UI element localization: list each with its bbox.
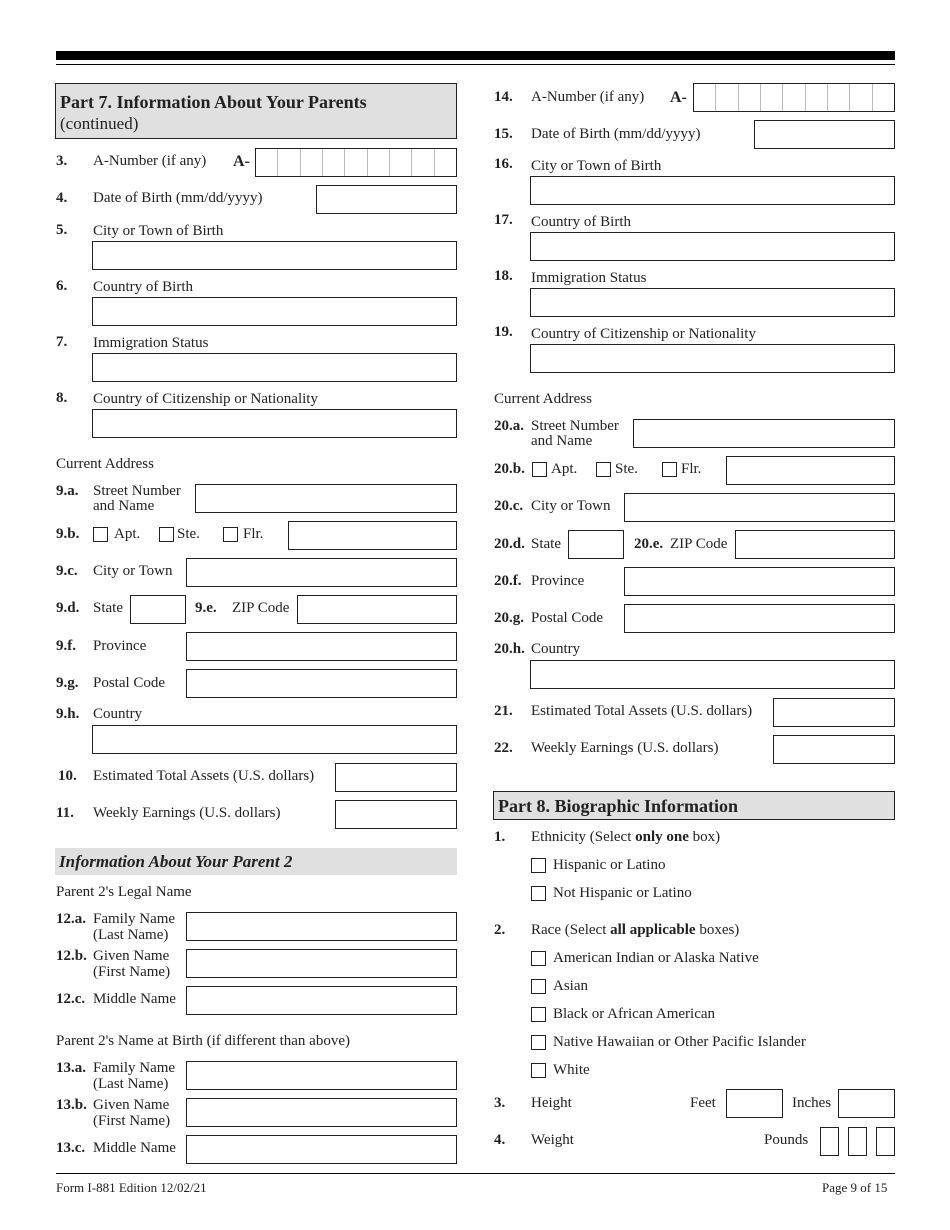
race-white-checkbox[interactable] bbox=[531, 1063, 546, 1078]
q21-assets-input[interactable] bbox=[773, 698, 895, 727]
q10-number: 10. bbox=[58, 768, 77, 784]
q13a-number: 13.a. bbox=[56, 1060, 86, 1076]
q12b-label-line1: Given Name bbox=[93, 948, 170, 964]
q10-assets-input[interactable] bbox=[335, 763, 457, 792]
q9b-apt-checkbox[interactable] bbox=[93, 527, 108, 542]
q9g-number: 9.g. bbox=[56, 675, 79, 691]
q13b-label-line2: (First Name) bbox=[93, 1113, 171, 1129]
q9h-label: Country bbox=[93, 706, 143, 722]
q11-label: Weekly Earnings (U.S. dollars) bbox=[93, 805, 281, 821]
race-black-label: Black or African American bbox=[553, 1006, 716, 1022]
race-black-checkbox[interactable] bbox=[531, 1007, 546, 1022]
q12a-number: 12.a. bbox=[56, 911, 86, 927]
q19-citizenship-input[interactable] bbox=[530, 344, 895, 373]
p8-q3-label: Height bbox=[531, 1095, 572, 1111]
q20g-postal-input[interactable] bbox=[624, 604, 895, 633]
q5-city-birth-input[interactable] bbox=[92, 241, 457, 270]
height-feet-label: Feet bbox=[690, 1095, 716, 1111]
q20b-ste-checkbox[interactable] bbox=[596, 462, 611, 477]
weight-pounds-label: Pounds bbox=[764, 1132, 809, 1148]
q9a-label-line1: Street Number bbox=[93, 483, 181, 499]
q10-label: Estimated Total Assets (U.S. dollars) bbox=[93, 768, 315, 784]
q15-dob-input[interactable] bbox=[754, 120, 895, 149]
race-pacific-islander-label: Native Hawaiian or Other Pacific Islander bbox=[553, 1034, 806, 1050]
weight-digit1-input[interactable] bbox=[820, 1127, 839, 1156]
weight-digit3-input[interactable] bbox=[876, 1127, 895, 1156]
part8-header bbox=[493, 791, 895, 820]
birth-name-heading: Parent 2's Name at Birth (if different than above) bbox=[56, 1033, 350, 1049]
q6-label: Country of Birth bbox=[93, 279, 193, 295]
q9g-label: Postal Code bbox=[93, 675, 166, 691]
height-inches-label: Inches bbox=[792, 1095, 832, 1111]
p8-q3-number: 3. bbox=[494, 1095, 506, 1111]
race-asian-label: Asian bbox=[553, 978, 588, 994]
q12c-label: Middle Name bbox=[93, 991, 176, 1007]
q8-citizenship-input[interactable] bbox=[92, 409, 457, 438]
q13c-label: Middle Name bbox=[93, 1140, 176, 1156]
q9e-number: 9.e. bbox=[195, 600, 217, 616]
bottom-rule bbox=[56, 1173, 895, 1174]
weight-digit2-input[interactable] bbox=[848, 1127, 867, 1156]
q14-label: A-Number (if any) bbox=[531, 89, 645, 105]
p8-q2-label: Race (Select all applicable boxes) bbox=[531, 922, 740, 938]
q9d-label: State bbox=[93, 600, 123, 616]
q4-label: Date of Birth (mm/dd/yyyy) bbox=[93, 190, 263, 206]
q20b-apt-checkbox[interactable] bbox=[532, 462, 547, 477]
p8-q4-label: Weight bbox=[531, 1132, 574, 1148]
q20d-number: 20.d. bbox=[494, 536, 525, 552]
q20c-number: 20.c. bbox=[494, 498, 524, 514]
q3-prefix: A- bbox=[233, 153, 250, 170]
q13b-given-name-input[interactable] bbox=[186, 1098, 457, 1127]
q14-prefix: A- bbox=[670, 89, 687, 106]
q20d-label: State bbox=[531, 536, 561, 552]
q20a-number: 20.a. bbox=[494, 418, 524, 434]
q3-a-number-input[interactable] bbox=[255, 148, 457, 177]
q13c-middle-name-input[interactable] bbox=[186, 1135, 457, 1164]
q20c-city-input[interactable] bbox=[624, 493, 895, 522]
q13b-label-line1: Given Name bbox=[93, 1097, 170, 1113]
part8-title: Part 8. Biographic Information bbox=[498, 796, 738, 816]
q9b-flr-checkbox[interactable] bbox=[223, 527, 238, 542]
footer-form-edition: Form I-881 Edition 12/02/21 bbox=[56, 1180, 207, 1195]
q20f-province-input[interactable] bbox=[624, 567, 895, 596]
q9e-label: ZIP Code bbox=[232, 600, 290, 616]
q9f-province-input[interactable] bbox=[186, 632, 457, 661]
q4-number: 4. bbox=[56, 190, 68, 206]
q12b-label-line2: (First Name) bbox=[93, 964, 171, 980]
q3-label: A-Number (if any) bbox=[93, 153, 207, 169]
q22-label: Weekly Earnings (U.S. dollars) bbox=[531, 740, 719, 756]
ethnicity-hispanic-checkbox[interactable] bbox=[531, 858, 546, 873]
q12c-middle-name-input[interactable] bbox=[186, 986, 457, 1015]
q20d-state-input[interactable] bbox=[568, 530, 624, 559]
height-inches-input[interactable] bbox=[838, 1089, 895, 1118]
q14-a-number-input[interactable] bbox=[693, 83, 895, 112]
ethnicity-hispanic-label: Hispanic or Latino bbox=[553, 857, 666, 873]
current-address2-heading: Current Address bbox=[494, 391, 592, 407]
q13b-number: 13.b. bbox=[56, 1097, 87, 1113]
height-feet-input[interactable] bbox=[726, 1089, 783, 1118]
q9c-number: 9.c. bbox=[56, 563, 78, 579]
q11-number: 11. bbox=[56, 805, 74, 821]
q20g-number: 20.g. bbox=[494, 610, 524, 626]
q20e-number: 20.e. bbox=[634, 536, 664, 552]
q9g-postal-input[interactable] bbox=[186, 669, 457, 698]
q7-number: 7. bbox=[56, 334, 68, 350]
q9b-apt-label: Apt. bbox=[114, 526, 141, 542]
q9h-country-input[interactable] bbox=[92, 725, 457, 754]
q9e-zip-input[interactable] bbox=[297, 595, 457, 624]
legal-name-heading: Parent 2's Legal Name bbox=[56, 884, 192, 900]
q20e-zip-input[interactable] bbox=[735, 530, 895, 559]
part7-subtitle: (continued) bbox=[60, 114, 139, 133]
q9d-number: 9.d. bbox=[56, 600, 80, 616]
q12b-number: 12.b. bbox=[56, 948, 87, 964]
q17-label: Country of Birth bbox=[531, 214, 631, 230]
q12c-number: 12.c. bbox=[56, 991, 86, 1007]
q12b-given-name-input[interactable] bbox=[186, 949, 457, 978]
q9h-number: 9.h. bbox=[56, 706, 80, 722]
q18-number: 18. bbox=[494, 268, 513, 284]
q20b-flr-label: Flr. bbox=[681, 461, 702, 477]
q22-number: 22. bbox=[494, 740, 513, 756]
race-pacific-islander-checkbox[interactable] bbox=[531, 1035, 546, 1050]
parent2-title: Information About Your Parent 2 bbox=[59, 852, 293, 871]
q13a-label-line1: Family Name bbox=[93, 1060, 176, 1076]
q22-earnings-input[interactable] bbox=[773, 735, 895, 764]
q6-number: 6. bbox=[56, 278, 68, 294]
q9b-number: 9.b. bbox=[56, 526, 80, 542]
q18-label: Immigration Status bbox=[531, 270, 647, 286]
parent2-header bbox=[55, 848, 457, 875]
q5-label: City or Town of Birth bbox=[93, 223, 224, 239]
p8-q1-label: Ethnicity (Select only one box) bbox=[531, 829, 721, 845]
q9f-label: Province bbox=[93, 638, 147, 654]
race-american-indian-label: American Indian or Alaska Native bbox=[553, 950, 759, 966]
q16-label: City or Town of Birth bbox=[531, 158, 662, 174]
q14-number: 14. bbox=[494, 89, 513, 105]
q7-immigration-status-input[interactable] bbox=[92, 353, 457, 382]
race-asian-checkbox[interactable] bbox=[531, 979, 546, 994]
part7-header bbox=[55, 83, 457, 139]
q19-number: 19. bbox=[494, 324, 513, 340]
q16-number: 16. bbox=[494, 156, 513, 172]
q20c-label: City or Town bbox=[531, 498, 611, 514]
q20a-street-input[interactable] bbox=[633, 419, 895, 448]
q17-number: 17. bbox=[494, 212, 513, 228]
q13c-number: 13.c. bbox=[56, 1140, 86, 1156]
race-american-indian-checkbox[interactable] bbox=[531, 951, 546, 966]
q9b-flr-label: Flr. bbox=[243, 526, 264, 542]
q20h-label: Country bbox=[531, 641, 581, 657]
footer-page-number: Page 9 of 15 bbox=[822, 1180, 888, 1195]
q19-label: Country of Citizenship or Nationality bbox=[531, 326, 756, 342]
q5-number: 5. bbox=[56, 222, 68, 238]
q15-number: 15. bbox=[494, 126, 513, 142]
q20b-apt-label: Apt. bbox=[551, 461, 578, 477]
q4-dob-input[interactable] bbox=[316, 185, 457, 214]
q9c-label: City or Town bbox=[93, 563, 173, 579]
q20a-label-line1: Street Number bbox=[531, 418, 619, 434]
q6-country-birth-input[interactable] bbox=[92, 297, 457, 326]
part7-title: Part 7. Information About Your Parents bbox=[60, 92, 367, 112]
q16-city-birth-input[interactable] bbox=[530, 176, 895, 205]
current-address-heading: Current Address bbox=[56, 456, 154, 472]
q20h-number: 20.h. bbox=[494, 641, 525, 657]
q15-label: Date of Birth (mm/dd/yyyy) bbox=[531, 126, 701, 142]
q7-label: Immigration Status bbox=[93, 335, 209, 351]
q9d-state-input[interactable] bbox=[130, 595, 186, 624]
q21-label: Estimated Total Assets (U.S. dollars) bbox=[531, 703, 753, 719]
q20e-label: ZIP Code bbox=[670, 536, 728, 552]
q20b-ste-label: Ste. bbox=[615, 461, 638, 477]
q20b-flr-checkbox[interactable] bbox=[662, 462, 677, 477]
p8-q2-number: 2. bbox=[494, 922, 506, 938]
q9b-unit-input[interactable] bbox=[288, 521, 457, 550]
q18-immigration-status-input[interactable] bbox=[530, 288, 895, 317]
q20h-country-input[interactable] bbox=[530, 660, 895, 689]
q9b-ste-label: Ste. bbox=[177, 526, 200, 542]
q12a-label-line2: (Last Name) bbox=[93, 927, 169, 943]
q9c-city-input[interactable] bbox=[186, 558, 457, 587]
q12a-family-name-input[interactable] bbox=[186, 912, 457, 941]
p8-q1-number: 1. bbox=[494, 829, 506, 845]
q20b-unit-input[interactable] bbox=[726, 456, 895, 485]
q12a-label-line1: Family Name bbox=[93, 911, 176, 927]
q9f-number: 9.f. bbox=[56, 638, 76, 654]
q8-number: 8. bbox=[56, 390, 68, 406]
q11-earnings-input[interactable] bbox=[335, 800, 457, 829]
q9a-number: 9.a. bbox=[56, 483, 79, 499]
q9a-label-line2: and Name bbox=[93, 498, 155, 514]
q20f-label: Province bbox=[531, 573, 585, 589]
q9b-ste-checkbox[interactable] bbox=[159, 527, 174, 542]
top-rule bbox=[56, 51, 895, 60]
ethnicity-not-hispanic-label: Not Hispanic or Latino bbox=[553, 885, 692, 901]
q17-country-birth-input[interactable] bbox=[530, 232, 895, 261]
q20a-label-line2: and Name bbox=[531, 433, 593, 449]
top-thin-rule bbox=[56, 64, 895, 65]
q21-number: 21. bbox=[494, 703, 513, 719]
q3-number: 3. bbox=[56, 153, 68, 169]
q13a-label-line2: (Last Name) bbox=[93, 1076, 169, 1092]
q9a-street-input[interactable] bbox=[195, 484, 457, 513]
race-white-label: White bbox=[553, 1062, 590, 1078]
q8-label: Country of Citizenship or Nationality bbox=[93, 391, 318, 407]
q20f-number: 20.f. bbox=[494, 573, 522, 589]
q20b-number: 20.b. bbox=[494, 461, 525, 477]
ethnicity-not-hispanic-checkbox[interactable] bbox=[531, 886, 546, 901]
q20g-label: Postal Code bbox=[531, 610, 604, 626]
p8-q4-number: 4. bbox=[494, 1132, 506, 1148]
q13a-family-name-input[interactable] bbox=[186, 1061, 457, 1090]
